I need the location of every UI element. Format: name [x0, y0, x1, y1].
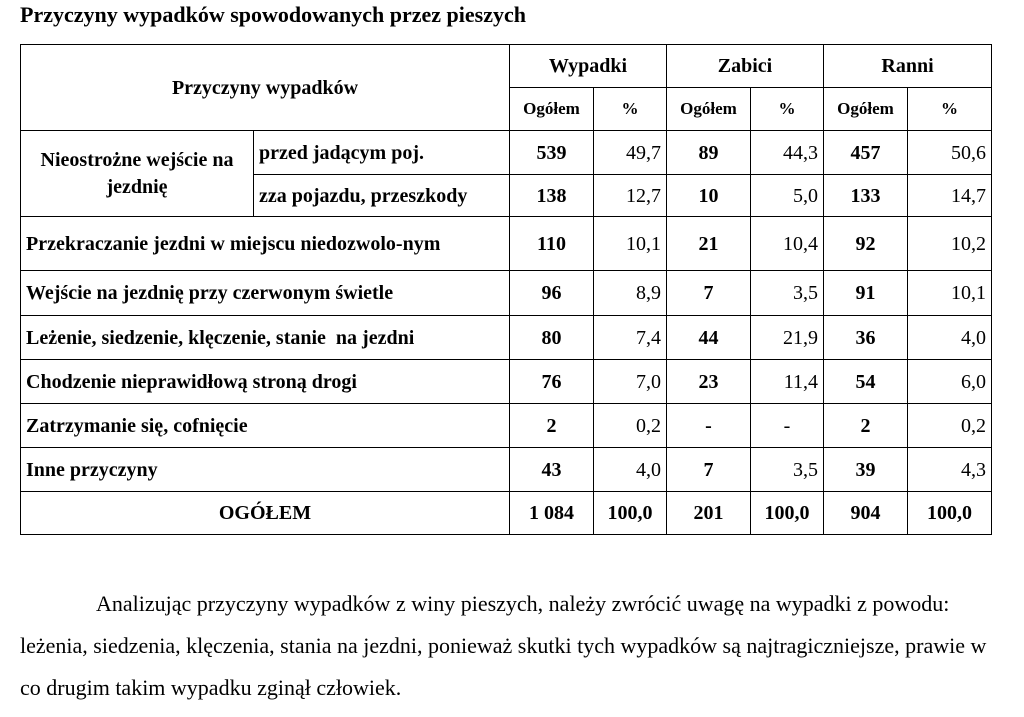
total-value: 1 084 [510, 492, 594, 535]
cell-value: 36 [824, 316, 908, 360]
row-group-label: Nieostrożne wejście na jezdnię [21, 131, 254, 217]
cell-value: 6,0 [908, 360, 992, 404]
row-label: Leżenie, siedzenie, klęczenie, stanie na jezdni [21, 316, 510, 360]
cell-value: 10 [667, 175, 751, 217]
cell-value: 44 [667, 316, 751, 360]
cell-value: 89 [667, 131, 751, 175]
cell-value: 80 [510, 316, 594, 360]
cell-value: 133 [824, 175, 908, 217]
cell-value: 7 [667, 448, 751, 492]
total-value: 100,0 [908, 492, 992, 535]
cell-value: 138 [510, 175, 594, 217]
cell-value: 10,1 [594, 217, 667, 271]
table-row [21, 271, 992, 316]
cell-value: 14,7 [908, 175, 992, 217]
table-row [21, 131, 992, 175]
group-header-zabici: Zabici [667, 45, 824, 88]
cell-value: 23 [667, 360, 751, 404]
cell-value: - [751, 404, 824, 448]
cell-value: 4,0 [594, 448, 667, 492]
cell-value: 4,0 [908, 316, 992, 360]
row-label: Inne przyczyny [21, 448, 510, 492]
cell-value: 76 [510, 360, 594, 404]
table-row [21, 448, 992, 492]
cell-value: 2 [824, 404, 908, 448]
sub-header: Ogółem [667, 88, 751, 131]
cell-value: 457 [824, 131, 908, 175]
total-value: 100,0 [594, 492, 667, 535]
cell-value: 539 [510, 131, 594, 175]
total-value: 904 [824, 492, 908, 535]
total-label: OGÓŁEM [21, 492, 510, 535]
table-row [21, 217, 992, 271]
row-label: Chodzenie nieprawidłową stroną drogi [21, 360, 510, 404]
sub-header: Ogółem [510, 88, 594, 131]
row-label: Wejście na jezdnię przy czerwonym świetle [21, 271, 510, 316]
group-header-ranni: Ranni [824, 45, 992, 88]
cell-value: 92 [824, 217, 908, 271]
cell-value: 91 [824, 271, 908, 316]
total-value: 100,0 [751, 492, 824, 535]
cell-value: 0,2 [908, 404, 992, 448]
corner-header: Przyczyny wypadków [21, 45, 510, 131]
cell-value: 8,9 [594, 271, 667, 316]
cell-value: 21,9 [751, 316, 824, 360]
cell-value: 5,0 [751, 175, 824, 217]
sub-header: Ogółem [824, 88, 908, 131]
cell-value: 49,7 [594, 131, 667, 175]
sub-header: % [751, 88, 824, 131]
cell-value: 7 [667, 271, 751, 316]
row-sub-label: zza pojazdu, przeszkody [254, 175, 510, 217]
cell-value: 54 [824, 360, 908, 404]
cell-value: 2 [510, 404, 594, 448]
row-label: Przekraczanie jezdni w miejscu niedozwolo-nym [21, 217, 510, 271]
cell-value: 3,5 [751, 448, 824, 492]
cell-value: 7,0 [594, 360, 667, 404]
cell-value: - [667, 404, 751, 448]
cell-value: 43 [510, 448, 594, 492]
analysis-paragraph [20, 583, 992, 709]
cell-value: 50,6 [908, 131, 992, 175]
cell-value: 44,3 [751, 131, 824, 175]
cell-value: 110 [510, 217, 594, 271]
cell-value: 7,4 [594, 316, 667, 360]
total-row [21, 492, 992, 535]
table-title: Przyczyny wypadków spowodowanych przez pieszych [20, 2, 526, 27]
accident-causes-table [20, 44, 992, 535]
analysis-text: Analizując przyczyny wypadków z winy pieszych, należy zwrócić uwagę na wypadki z powodu: leżenia, siedzenia, klęczenia, stania na jezdni, ponieważ skutki tych wypadków są najtragiczniejsze, prawie w co drugim takim wypadku zginął człowiek. [20, 591, 987, 700]
cell-value: 10,1 [908, 271, 992, 316]
cell-value: 11,4 [751, 360, 824, 404]
cell-value: 39 [824, 448, 908, 492]
cell-value: 0,2 [594, 404, 667, 448]
cell-value: 3,5 [751, 271, 824, 316]
cell-value: 12,7 [594, 175, 667, 217]
group-header-wypadki: Wypadki [510, 45, 667, 88]
sub-header: % [908, 88, 992, 131]
table-row [21, 360, 992, 404]
cell-value: 4,3 [908, 448, 992, 492]
cell-value: 10,4 [751, 217, 824, 271]
cell-value: 10,2 [908, 217, 992, 271]
table-row [21, 316, 992, 360]
table-row [21, 404, 992, 448]
row-sub-label: przed jadącym poj. [254, 131, 510, 175]
cell-value: 96 [510, 271, 594, 316]
row-label: Zatrzymanie się, cofnięcie [21, 404, 510, 448]
total-value: 201 [667, 492, 751, 535]
sub-header: % [594, 88, 667, 131]
cell-value: 21 [667, 217, 751, 271]
